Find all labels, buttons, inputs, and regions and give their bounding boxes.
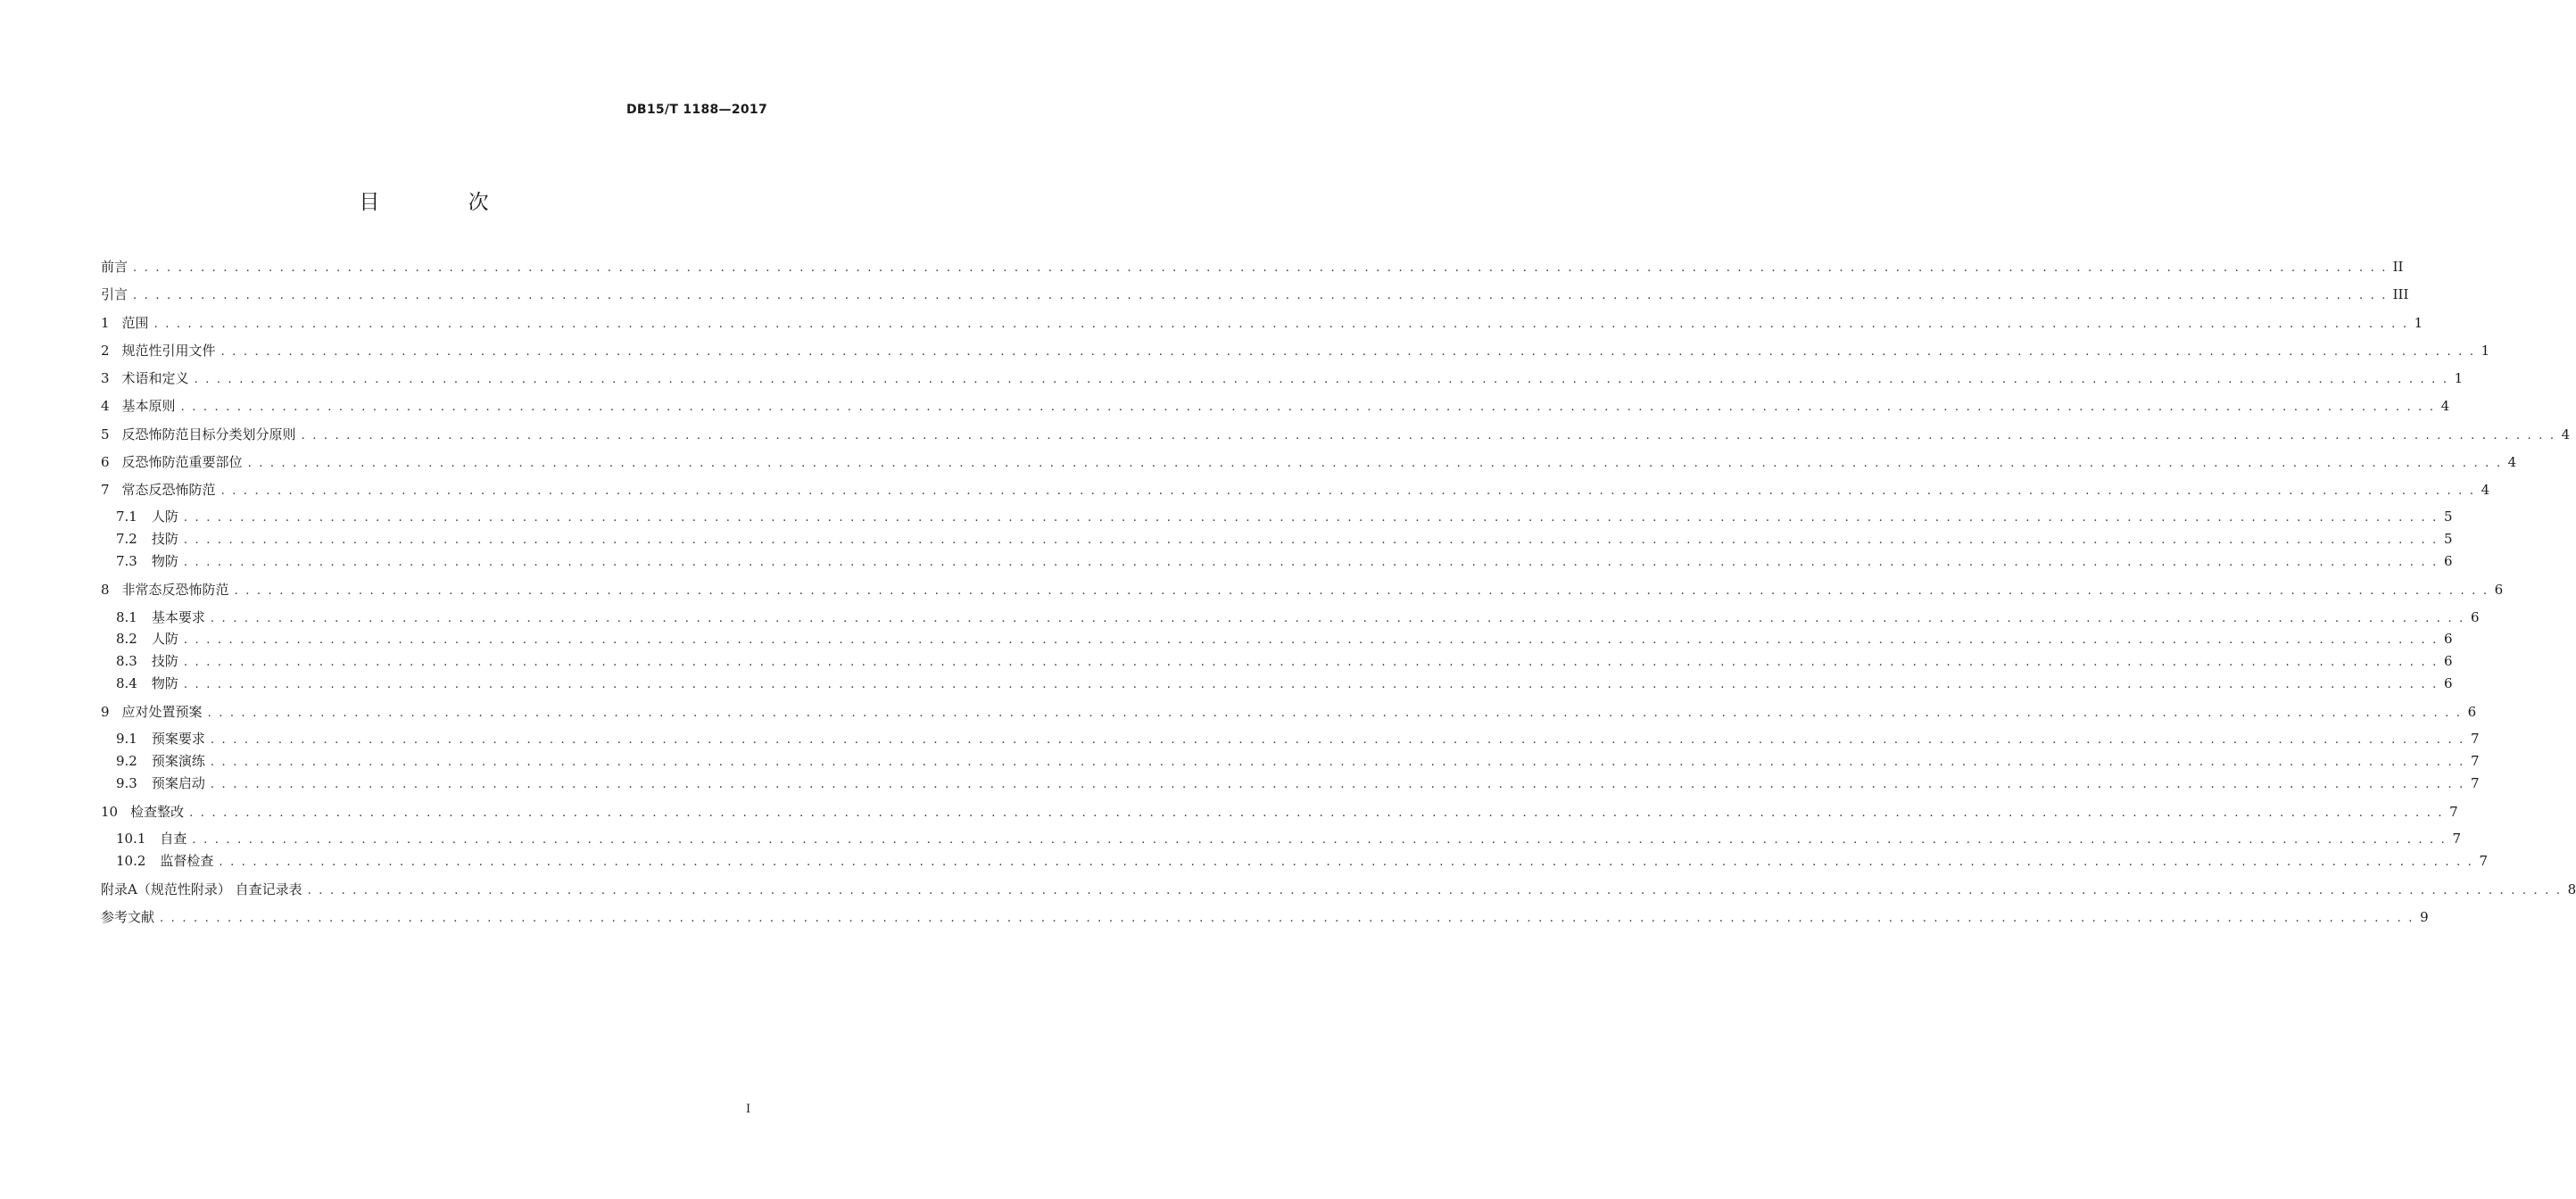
toc-entry-number: 1 <box>101 315 110 331</box>
toc-entry-number: 10 <box>101 804 119 820</box>
toc-entry-page: III <box>2392 286 2409 302</box>
toc-dot-leader: . . . . . . . . . . . . . . . . . . . . . . . . . . . . . . . . . . . . . . . . . . . . . . . . . . . . . . . . . . . . . . . . . . . . . . . . . . . . . . . . . . . . . . . . . . . . . . . . . . . . . . . . . . . . . . . . . . . . . . . . . . . . . . . . . . . . . . . . . . . . . . . . . . . . . . . . . . . . . . . . . . . . . . . . . . . . . . . . . . . . . . . . . . . . . . . . . . . . . . . . <box>189 806 2444 820</box>
toc-dot-leader: . . . . . . . . . . . . . . . . . . . . . . . . . . . . . . . . . . . . . . . . . . . . . . . . . . . . . . . . . . . . . . . . . . . . . . . . . . . . . . . . . . . . . . . . . . . . . . . . . . . . . . . . . . . . . . . . . . . . . . . . . . . . . . . . . . . . . . . . . . . . . . . . . . . . . . . . . . . . . . . . . . . . . . . . . . . . . . . . . . . . . . . . . . . . . . . . . . . . . . . . <box>234 584 2489 598</box>
toc-entry[interactable] <box>116 530 2453 548</box>
toc-entry-page: 7 <box>2470 731 2480 747</box>
toc-entry-number: 8.2 <box>116 631 137 647</box>
toc-entry-page: 6 <box>2467 704 2477 720</box>
toc-entry[interactable] <box>101 285 2409 303</box>
toc-entry-number: 9.1 <box>116 731 137 747</box>
toc-entry-page: 5 <box>2443 531 2453 547</box>
toc-entry[interactable] <box>116 752 2480 770</box>
toc-dot-leader: . . . . . . . . . . . . . . . . . . . . . . . . . . . . . . . . . . . . . . . . . . . . . . . . . . . . . . . . . . . . . . . . . . . . . . . . . . . . . . . . . . . . . . . . . . . . . . . . . . . . . . . . . . . . . . . . . . . . . . . . . . . . . . . . . . . . . . . . . . . . . . . . . . . . . . . . . . . . . . . . . . . . . . . . . . . . . . . . . . . . . . . . . . . . . . . . . . . . . . . . <box>210 733 2465 747</box>
toc-entry[interactable] <box>101 426 2571 443</box>
toc-dot-leader: . . . . . . . . . . . . . . . . . . . . . . . . . . . . . . . . . . . . . . . . . . . . . . . . . . . . . . . . . . . . . . . . . . . . . . . . . . . . . . . . . . . . . . . . . . . . . . . . . . . . . . . . . . . . . . . . . . . . . . . . . . . . . . . . . . . . . . . . . . . . . . . . . . . . . . . . . . . . . . . . . . . . . . . . . . . . . . . . . . . . . . . . . . . . . . . . . . . . . . . . <box>183 533 2439 547</box>
toc-entry-label: 基本原则 <box>121 398 176 414</box>
toc-entry-label: 反恐怖防范重要部位 <box>121 454 243 470</box>
toc-entry-page: 4 <box>2507 454 2517 470</box>
toc-entry-page: 9 <box>2420 909 2429 925</box>
toc-entry-number: 10.1 <box>116 831 146 847</box>
toc-dot-leader: . . . . . . . . . . . . . . . . . . . . . . . . . . . . . . . . . . . . . . . . . . . . . . . . . . . . . . . . . . . . . . . . . . . . . . . . . . . . . . . . . . . . . . . . . . . . . . . . . . . . . . . . . . . . . . . . . . . . . . . . . . . . . . . . . . . . . . . . . . . . . . . . . . . . . . . . . . . . . . . . . . . . . . . . . . . . . . . . . . . . . . . . . . . . . . . . . . . . . . . . <box>180 401 2436 414</box>
toc-entry[interactable] <box>101 481 2490 499</box>
toc-entry[interactable] <box>101 453 2517 471</box>
toc-entry-label: 附录A（规范性附录） 自查记录表 <box>101 881 302 897</box>
toc-entry[interactable] <box>101 881 2576 898</box>
toc-dot-leader: . . . . . . . . . . . . . . . . . . . . . . . . . . . . . . . . . . . . . . . . . . . . . . . . . . . . . . . . . . . . . . . . . . . . . . . . . . . . . . . . . . . . . . . . . . . . . . . . . . . . . . . . . . . . . . . . . . . . . . . . . . . . . . . . . . . . . . . . . . . . . . . . . . . . . . . . . . . . . . . . . . . . . . . . . . . . . . . . . . . . . . . . . . . . . . . . . . . . . . . . <box>301 429 2556 442</box>
toc-entry[interactable] <box>101 258 2404 276</box>
toc-entry-label: 检查整改 <box>130 804 185 820</box>
toc-entry-number: 8.1 <box>116 609 137 625</box>
toc-entry-number: 9 <box>101 704 110 720</box>
toc-entry-page: II <box>2392 259 2404 275</box>
toc-entry-label: 监督检查 <box>160 853 214 869</box>
toc-entry-label: 反恐怖防范目标分类划分原则 <box>121 426 296 442</box>
toc-entry-label: 预案启动 <box>151 775 205 791</box>
toc-entry[interactable] <box>116 830 2462 848</box>
toc-entry[interactable] <box>116 674 2453 692</box>
toc-entry-page: 1 <box>2414 315 2423 331</box>
toc-entry-label: 人防 <box>151 631 178 647</box>
toc-dot-leader: . . . . . . . . . . . . . . . . . . . . . . . . . . . . . . . . . . . . . . . . . . . . . . . . . . . . . . . . . . . . . . . . . . . . . . . . . . . . . . . . . . . . . . . . . . . . . . . . . . . . . . . . . . . . . . . . . . . . . . . . . . . . . . . . . . . . . . . . . . . . . . . . . . . . . . . . . . . . . . . . . . . . . . . . . . . . . . . . . . . . . . . . . . . . . . . . . . . . . . . . <box>133 261 2388 275</box>
toc-entry[interactable] <box>116 630 2453 648</box>
toc-entry[interactable] <box>101 314 2423 332</box>
toc-entry-label: 预案要求 <box>151 731 205 747</box>
toc-entry-page: 7 <box>2479 853 2489 869</box>
toc-entry-label: 术语和定义 <box>121 370 189 386</box>
toc-dot-leader: . . . . . . . . . . . . . . . . . . . . . . . . . . . . . . . . . . . . . . . . . . . . . . . . . . . . . . . . . . . . . . . . . . . . . . . . . . . . . . . . . . . . . . . . . . . . . . . . . . . . . . . . . . . . . . . . . . . . . . . . . . . . . . . . . . . . . . . . . . . . . . . . . . . . . . . . . . . . . . . . . . . . . . . . . . . . . . . . . . . . . . . . . . . . . . . . . . . . . . . . <box>183 511 2439 525</box>
toc-dot-leader: . . . . . . . . . . . . . . . . . . . . . . . . . . . . . . . . . . . . . . . . . . . . . . . . . . . . . . . . . . . . . . . . . . . . . . . . . . . . . . . . . . . . . . . . . . . . . . . . . . . . . . . . . . . . . . . . . . . . . . . . . . . . . . . . . . . . . . . . . . . . . . . . . . . . . . . . . . . . . . . . . . . . . . . . . . . . . . . . . . . . . . . . . . . . . . . . . . . . . . . . <box>192 833 2448 847</box>
toc-entry-page: 1 <box>2454 370 2464 386</box>
toc-entry-page: 4 <box>2561 426 2571 442</box>
toc-entry-page: 8 <box>2567 881 2576 897</box>
toc-entry-page: 6 <box>2443 553 2453 569</box>
toc-entry-number: 2 <box>101 343 110 359</box>
toc-entry-label: 非常态反恐怖防范 <box>121 582 229 598</box>
toc-entry-label: 常态反恐怖防范 <box>121 482 216 498</box>
toc-entry[interactable] <box>116 730 2480 748</box>
toc-entry-number: 5 <box>101 426 110 442</box>
toc-entry-page: 4 <box>2481 482 2490 498</box>
toc-title: 目 次 <box>359 191 530 214</box>
toc-entry-number: 7.2 <box>116 531 137 547</box>
toc-entry-label: 规范性引用文件 <box>121 343 216 359</box>
toc-entry-number: 10.2 <box>116 853 146 869</box>
toc-entry-page: 4 <box>2440 398 2450 414</box>
toc-entry-label: 引言 <box>101 286 128 302</box>
toc-entry-label: 参考文献 <box>101 909 155 925</box>
toc-dot-leader: . . . . . . . . . . . . . . . . . . . . . . . . . . . . . . . . . . . . . . . . . . . . . . . . . . . . . . . . . . . . . . . . . . . . . . . . . . . . . . . . . . . . . . . . . . . . . . . . . . . . . . . . . . . . . . . . . . . . . . . . . . . . . . . . . . . . . . . . . . . . . . . . . . . . . . . . . . . . . . . . . . . . . . . . . . . . . . . . . . . . . . . . . . . . . . . . . . . . . . . . <box>183 556 2439 569</box>
toc-entry-page: 6 <box>2443 653 2453 669</box>
toc-entry-page: 6 <box>2443 631 2453 647</box>
toc-entry-page: 7 <box>2452 831 2462 847</box>
toc-entry-label: 自查 <box>160 831 187 847</box>
toc-dot-leader: . . . . . . . . . . . . . . . . . . . . . . . . . . . . . . . . . . . . . . . . . . . . . . . . . . . . . . . . . . . . . . . . . . . . . . . . . . . . . . . . . . . . . . . . . . . . . . . . . . . . . . . . . . . . . . . . . . . . . . . . . . . . . . . . . . . . . . . . . . . . . . . . . . . . . . . . . . . . . . . . . . . . . . . . . . . . . . . . . . . . . . . . . . . . . . . . . . . . . . . . <box>207 707 2463 720</box>
toc-dot-leader: . . . . . . . . . . . . . . . . . . . . . . . . . . . . . . . . . . . . . . . . . . . . . . . . . . . . . . . . . . . . . . . . . . . . . . . . . . . . . . . . . . . . . . . . . . . . . . . . . . . . . . . . . . . . . . . . . . . . . . . . . . . . . . . . . . . . . . . . . . . . . . . . . . . . . . . . . . . . . . . . . . . . . . . . . . . . . . . . . . . . . . . . . . . . . . . . . . . . . . . . <box>307 884 2563 897</box>
toc-entry[interactable] <box>101 342 2490 360</box>
toc-entry-label: 范围 <box>121 315 149 331</box>
toc-dot-leader: . . . . . . . . . . . . . . . . . . . . . . . . . . . . . . . . . . . . . . . . . . . . . . . . . . . . . . . . . . . . . . . . . . . . . . . . . . . . . . . . . . . . . . . . . . . . . . . . . . . . . . . . . . . . . . . . . . . . . . . . . . . . . . . . . . . . . . . . . . . . . . . . . . . . . . . . . . . . . . . . . . . . . . . . . . . . . . . . . . . . . . . . . . . . . . . . . . . . . . . . <box>220 484 2476 498</box>
toc-entry-number: 7.3 <box>116 553 137 569</box>
toc-entry-label: 物防 <box>151 675 178 691</box>
toc-entry-label: 前言 <box>101 259 128 275</box>
toc-dot-leader: . . . . . . . . . . . . . . . . . . . . . . . . . . . . . . . . . . . . . . . . . . . . . . . . . . . . . . . . . . . . . . . . . . . . . . . . . . . . . . . . . . . . . . . . . . . . . . . . . . . . . . . . . . . . . . . . . . . . . . . . . . . . . . . . . . . . . . . . . . . . . . . . . . . . . . . . . . . . . . . . . . . . . . . . . . . . . . . . . . . . . . . . . . . . . . . . . . . . . . . . <box>210 756 2465 769</box>
toc-dot-leader: . . . . . . . . . . . . . . . . . . . . . . . . . . . . . . . . . . . . . . . . . . . . . . . . . . . . . . . . . . . . . . . . . . . . . . . . . . . . . . . . . . . . . . . . . . . . . . . . . . . . . . . . . . . . . . . . . . . . . . . . . . . . . . . . . . . . . . . . . . . . . . . . . . . . . . . . . . . . . . . . . . . . . . . . . . . . . . . . . . . . . . . . . . . . . . . . . . . . . . . . <box>210 612 2465 625</box>
toc-entry-label: 技防 <box>151 653 178 669</box>
toc-entry-number: 8 <box>101 582 110 598</box>
toc-entry-number: 7 <box>101 482 110 498</box>
toc-entry-number: 7.1 <box>116 509 137 525</box>
toc-entry-number: 9.3 <box>116 775 137 791</box>
toc-entry-number: 8.4 <box>116 675 137 691</box>
toc-dot-leader: . . . . . . . . . . . . . . . . . . . . . . . . . . . . . . . . . . . . . . . . . . . . . . . . . . . . . . . . . . . . . . . . . . . . . . . . . . . . . . . . . . . . . . . . . . . . . . . . . . . . . . . . . . . . . . . . . . . . . . . . . . . . . . . . . . . . . . . . . . . . . . . . . . . . . . . . . . . . . . . . . . . . . . . . . . . . . . . . . . . . . . . . . . . . . . . . . . . . . . . . <box>183 656 2439 669</box>
toc-entry-label: 物防 <box>151 553 178 569</box>
toc-dot-leader: . . . . . . . . . . . . . . . . . . . . . . . . . . . . . . . . . . . . . . . . . . . . . . . . . . . . . . . . . . . . . . . . . . . . . . . . . . . . . . . . . . . . . . . . . . . . . . . . . . . . . . . . . . . . . . . . . . . . . . . . . . . . . . . . . . . . . . . . . . . . . . . . . . . . . . . . . . . . . . . . . . . . . . . . . . . . . . . . . . . . . . . . . . . . . . . . . . . . . . . . <box>194 373 2449 386</box>
toc-entry[interactable] <box>101 397 2450 415</box>
toc-entry-label: 应对处置预案 <box>121 704 203 720</box>
toc-entry-page: 6 <box>2470 609 2480 625</box>
toc-entry-number: 8.3 <box>116 653 137 669</box>
toc-dot-leader: . . . . . . . . . . . . . . . . . . . . . . . . . . . . . . . . . . . . . . . . . . . . . . . . . . . . . . . . . . . . . . . . . . . . . . . . . . . . . . . . . . . . . . . . . . . . . . . . . . . . . . . . . . . . . . . . . . . . . . . . . . . . . . . . . . . . . . . . . . . . . . . . . . . . . . . . . . . . . . . . . . . . . . . . . . . . . . . . . . . . . . . . . . . . . . . . . . . . . . . . <box>183 678 2439 691</box>
toc-entry-number: 9.2 <box>116 753 137 769</box>
toc-entry-page: 6 <box>2443 675 2453 691</box>
toc-entry-number: 3 <box>101 370 110 386</box>
toc-dot-leader: . . . . . . . . . . . . . . . . . . . . . . . . . . . . . . . . . . . . . . . . . . . . . . . . . . . . . . . . . . . . . . . . . . . . . . . . . . . . . . . . . . . . . . . . . . . . . . . . . . . . . . . . . . . . . . . . . . . . . . . . . . . . . . . . . . . . . . . . . . . . . . . . . . . . . . . . . . . . . . . . . . . . . . . . . . . . . . . . . . . . . . . . . . . . . . . . . . . . . . . . <box>220 345 2476 359</box>
toc-entry[interactable] <box>116 852 2489 870</box>
standard-code: DB15/T 1188—2017 <box>625 103 767 117</box>
toc-dot-leader: . . . . . . . . . . . . . . . . . . . . . . . . . . . . . . . . . . . . . . . . . . . . . . . . . . . . . . . . . . . . . . . . . . . . . . . . . . . . . . . . . . . . . . . . . . . . . . . . . . . . . . . . . . . . . . . . . . . . . . . . . . . . . . . . . . . . . . . . . . . . . . . . . . . . . . . . . . . . . . . . . . . . . . . . . . . . . . . . . . . . . . . . . . . . . . . . . . . . . . . . <box>183 633 2439 647</box>
toc-dot-leader: . . . . . . . . . . . . . . . . . . . . . . . . . . . . . . . . . . . . . . . . . . . . . . . . . . . . . . . . . . . . . . . . . . . . . . . . . . . . . . . . . . . . . . . . . . . . . . . . . . . . . . . . . . . . . . . . . . . . . . . . . . . . . . . . . . . . . . . . . . . . . . . . . . . . . . . . . . . . . . . . . . . . . . . . . . . . . . . . . . . . . . . . . . . . . . . . . . . . . . . . <box>210 778 2465 791</box>
toc-entry-page: 7 <box>2449 804 2458 820</box>
toc-entry-page: 7 <box>2470 775 2480 791</box>
toc-dot-leader: . . . . . . . . . . . . . . . . . . . . . . . . . . . . . . . . . . . . . . . . . . . . . . . . . . . . . . . . . . . . . . . . . . . . . . . . . . . . . . . . . . . . . . . . . . . . . . . . . . . . . . . . . . . . . . . . . . . . . . . . . . . . . . . . . . . . . . . . . . . . . . . . . . . . . . . . . . . . . . . . . . . . . . . . . . . . . . . . . . . . . . . . . . . . . . . . . . . . . . . . <box>153 318 2409 331</box>
toc-entry[interactable] <box>116 508 2453 525</box>
toc-entry[interactable] <box>101 581 2504 599</box>
toc-entry[interactable] <box>116 652 2453 670</box>
toc-dot-leader: . . . . . . . . . . . . . . . . . . . . . . . . . . . . . . . . . . . . . . . . . . . . . . . . . . . . . . . . . . . . . . . . . . . . . . . . . . . . . . . . . . . . . . . . . . . . . . . . . . . . . . . . . . . . . . . . . . . . . . . . . . . . . . . . . . . . . . . . . . . . . . . . . . . . . . . . . . . . . . . . . . . . . . . . . . . . . . . . . . . . . . . . . . . . . . . . . . . . . . . . <box>160 912 2414 925</box>
toc-entry[interactable] <box>101 908 2429 926</box>
toc-entry[interactable] <box>116 608 2480 626</box>
toc-entry-page: 6 <box>2494 582 2504 598</box>
toc-entry[interactable] <box>101 803 2458 821</box>
toc-entry-label: 技防 <box>151 531 178 547</box>
toc-entry-number: 4 <box>101 398 110 414</box>
toc-entry-number: 6 <box>101 454 110 470</box>
toc-entry-label: 基本要求 <box>151 609 205 625</box>
page-number: I <box>746 1103 751 1116</box>
toc-entry-page: 5 <box>2443 509 2453 525</box>
toc-dot-leader: . . . . . . . . . . . . . . . . . . . . . . . . . . . . . . . . . . . . . . . . . . . . . . . . . . . . . . . . . . . . . . . . . . . . . . . . . . . . . . . . . . . . . . . . . . . . . . . . . . . . . . . . . . . . . . . . . . . . . . . . . . . . . . . . . . . . . . . . . . . . . . . . . . . . . . . . . . . . . . . . . . . . . . . . . . . . . . . . . . . . . . . . . . . . . . . . . . . . . . . . <box>247 457 2503 470</box>
toc-entry-page: 1 <box>2481 343 2490 359</box>
toc-entry[interactable] <box>101 369 2464 387</box>
toc-dot-leader: . . . . . . . . . . . . . . . . . . . . . . . . . . . . . . . . . . . . . . . . . . . . . . . . . . . . . . . . . . . . . . . . . . . . . . . . . . . . . . . . . . . . . . . . . . . . . . . . . . . . . . . . . . . . . . . . . . . . . . . . . . . . . . . . . . . . . . . . . . . . . . . . . . . . . . . . . . . . . . . . . . . . . . . . . . . . . . . . . . . . . . . . . . . . . . . . . . . . . . . . <box>133 289 2388 302</box>
toc-dot-leader: . . . . . . . . . . . . . . . . . . . . . . . . . . . . . . . . . . . . . . . . . . . . . . . . . . . . . . . . . . . . . . . . . . . . . . . . . . . . . . . . . . . . . . . . . . . . . . . . . . . . . . . . . . . . . . . . . . . . . . . . . . . . . . . . . . . . . . . . . . . . . . . . . . . . . . . . . . . . . . . . . . . . . . . . . . . . . . . . . . . . . . . . . . . . . . . . . . . . . . . . <box>219 856 2474 869</box>
toc-entry-page: 7 <box>2470 753 2480 769</box>
toc-entry[interactable] <box>101 703 2477 721</box>
toc-entry[interactable] <box>116 552 2453 570</box>
toc-entry[interactable] <box>116 774 2480 792</box>
toc-entry-label: 人防 <box>151 509 178 525</box>
toc-entry-label: 预案演练 <box>151 753 205 769</box>
